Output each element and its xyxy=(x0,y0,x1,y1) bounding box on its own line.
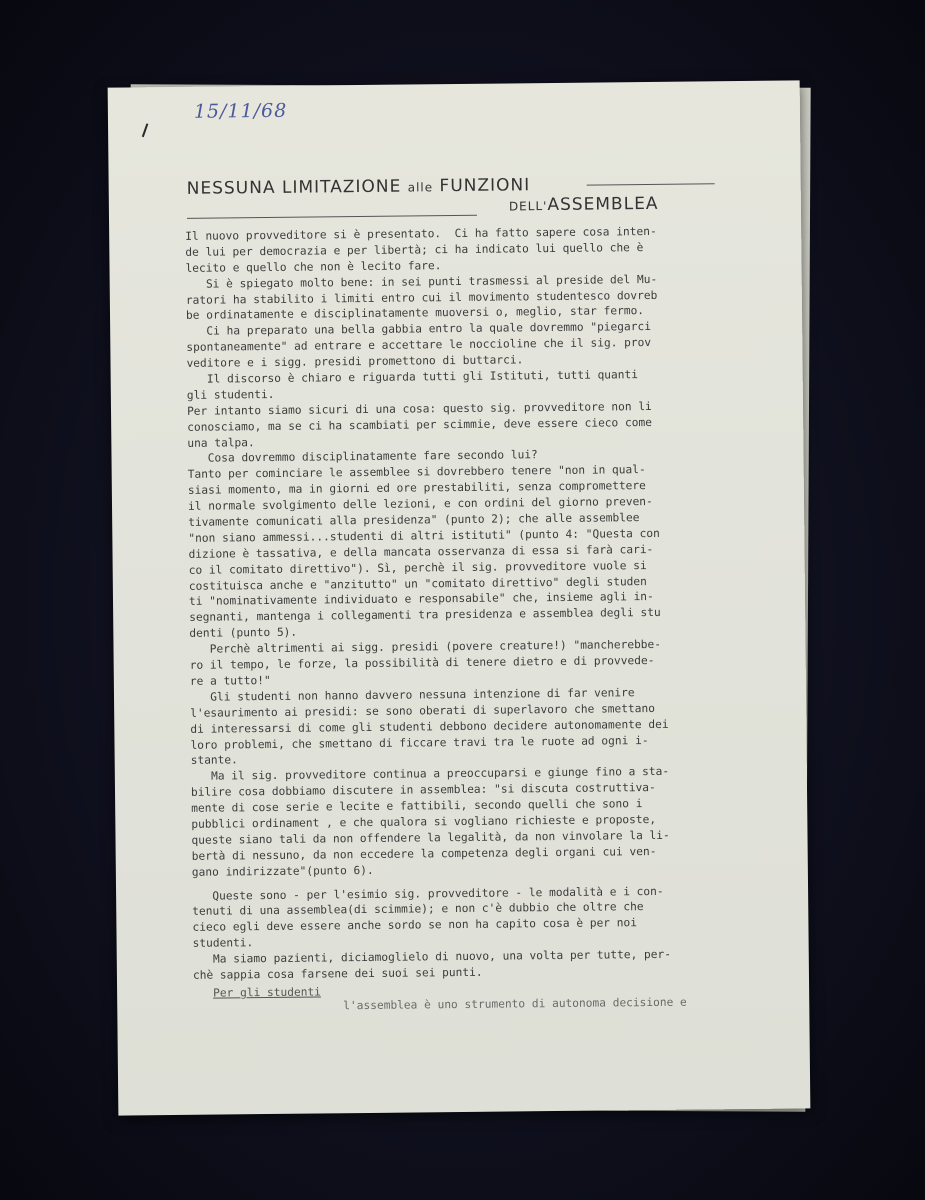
body-line: co il comitato direttivo"). Sì, perchè il sig. provveditore vuole si xyxy=(188,558,647,577)
body-line: gli studenti. xyxy=(186,387,275,402)
body-line: stante. xyxy=(190,753,238,768)
body-line: "non siano ammessi...studenti di altri istituti" (punto 4: "Questa con xyxy=(188,526,660,545)
body-line: siasi momento, ma in giorni ed ore prestabiliti, senza compromettere xyxy=(187,479,646,498)
body-line: studenti. xyxy=(192,936,254,950)
body-line: il normale svolgimento delle lezioni, e con ordini del giorno preven- xyxy=(187,495,653,513)
title-rule-right xyxy=(587,183,715,185)
body-line: una talpa. xyxy=(187,435,255,450)
body-line: bilire cosa dobbiamo discutere in assemblea: "si discuta costruttiva- xyxy=(190,781,656,799)
title-part1: NESSUNA LIMITAZIONE xyxy=(186,176,402,199)
body-line: Ci ha preparato una bella gabbia entro la quale dovremmo "piegarci xyxy=(186,320,651,339)
title-line-2 xyxy=(509,194,659,216)
title-part1-small: alle xyxy=(407,180,434,195)
body-line: denti (punto 5). xyxy=(189,625,298,641)
body-line: tivamente comunicati alla presidenza" (punto 2); che alle assemblee xyxy=(188,511,640,529)
body-line: Cosa dovremmo disciplinatamente fare secondo lui? xyxy=(187,448,538,466)
body-line: conosciamo, ma se ci ha scambiati per scimmie, deve essere cieco come xyxy=(187,415,652,434)
signature: Per gli studenti xyxy=(213,985,321,1000)
body-line: Ma siamo pazienti, diciamoglielo di nuovo, una volta per tutte, per- xyxy=(192,947,672,966)
body-line: Gli studenti non hanno davvero nessuna intenzione di far venire xyxy=(189,685,635,704)
body-line: mente di cose serie e lecite e fattibili, secondo quelli che sono i xyxy=(191,797,643,815)
body-line: be ordinatamente e disciplinatamente muoversi o, meglio, star fermo. xyxy=(185,304,645,323)
body-line: lecito e quello che non è lecito fare. xyxy=(185,258,442,275)
body-line: segnanti, mantenga i collegamenti tra presidenza e assemblea degli stu xyxy=(189,606,661,625)
pen-mark xyxy=(142,123,149,137)
title-part4: ASSEMBLEA xyxy=(547,193,659,216)
body-line: veditore e i sigg. presidi promettono di buttarci. xyxy=(186,353,524,370)
title-part2: FUNZIONI xyxy=(439,175,531,197)
title-rule-left xyxy=(187,215,477,219)
title-part3-small: DELL' xyxy=(508,199,548,214)
body-line: ratori ha stabilito i limiti entro cui il movimento studentesco dovreb xyxy=(185,288,658,307)
body-line: de lui per democrazia e per libertà; ci ha indicato lui quello che è xyxy=(185,240,644,259)
body-line: costituisca anche e "anzitutto" un "comitato direttivo" degli studen xyxy=(188,574,647,593)
body-line: Queste sono - per l'esimio sig. provveditore - le modalità e i con- xyxy=(192,884,664,903)
body-line: Il nuovo provveditore si è presentato. Ci ha fatto sapere cosa inten- xyxy=(185,224,657,243)
body-line: queste siano tali da non offendere la legalità, da non vinvolare la li- xyxy=(191,828,670,847)
body-line: l'esaurimento ai presidi: se sono oberati di superlavoro che smettano xyxy=(190,701,655,720)
body-line: di interessarsi di come gli studenti debbono decidere autonomamente dei xyxy=(190,717,669,736)
typewritten-leaflet xyxy=(108,80,811,1115)
body-line: cieco egli deve essere anche sordo se non ha capito cosa è per noi xyxy=(192,916,638,935)
body-line: loro problemi, che smettano di ficcare travi tra le ruote ad ogni i- xyxy=(190,733,649,752)
body-line: ro il tempo, le forze, la possibilità di tenere dietro e di provvede- xyxy=(189,654,655,672)
body-line: dizione è tassativa, e della mancata osservanza di essa si farà cari- xyxy=(188,542,654,561)
body-line: tenuti di una assemblea(di scimmie); e non c'è dubbio che oltre che xyxy=(192,900,644,919)
body-line: bertà di nessuno, da non eccedere la competenza degli organi cui ven- xyxy=(191,844,657,863)
body-line: gano indirizzate"(punto 6). xyxy=(191,863,374,879)
body-line: Ma il sig. provveditore continua a preoccuparsi e giunge fino a sta- xyxy=(190,765,670,784)
body-line: Si è spiegato molto bene: in sei punti trasmessi al preside del Mu- xyxy=(185,272,658,291)
body-line: chè sappia cosa farsene dei suoi sei punti. xyxy=(192,965,483,982)
body-line: ti "nominativamente individuato e responsabile" che, insieme agli in- xyxy=(188,590,654,609)
handwritten-date: 15/11/68 xyxy=(193,99,288,123)
body-line: re a tutto!" xyxy=(189,673,271,688)
body-line: Per intanto siamo sicuri di una cosa: questo sig. provveditore non li xyxy=(186,399,652,418)
title-line-1 xyxy=(187,175,531,199)
leaflet-body-text xyxy=(185,223,753,984)
body-line: spontaneamente" ad entrare e accettare le noccioline che il sig. prov xyxy=(186,336,652,355)
closing-line: l'assemblea è uno strumento di autonoma decisione e xyxy=(343,995,687,1013)
body-line: pubblici ordinament , e che qualora si vogliano richieste e proposte, xyxy=(191,812,657,831)
body-line: Perchè altrimenti ai sigg. presidi (povere creature!) "mancherebbe- xyxy=(189,638,662,656)
body-line: Tanto per cominciare le assemblee si dovrebbero tenere "non in qual- xyxy=(187,463,646,482)
body-line: Il discorso è chiaro e riguarda tutti gli Istituti, tutti quanti xyxy=(186,368,639,386)
